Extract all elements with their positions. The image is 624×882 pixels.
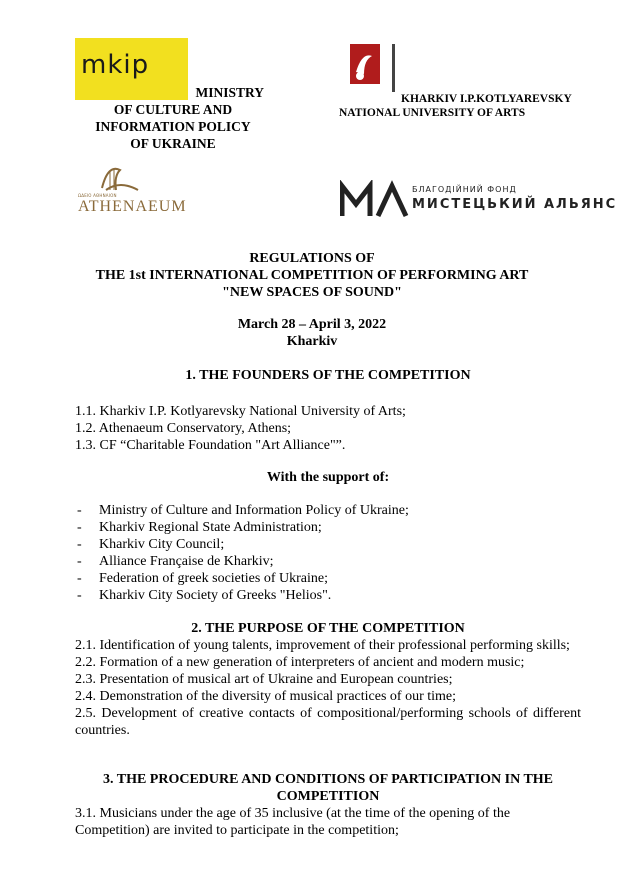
bullet-dash: - bbox=[77, 571, 82, 586]
founders-list bbox=[75, 403, 581, 454]
bullet-dash: - bbox=[77, 554, 82, 569]
ministry-line: MINISTRY bbox=[195, 85, 264, 100]
section-heading bbox=[75, 771, 581, 805]
athenaeum-subtitle: ΩΔΕΙΟ ΑΘΗΝΑΙΟΝ bbox=[78, 193, 117, 198]
support-heading: With the support of: bbox=[266, 470, 390, 485]
support-list bbox=[75, 502, 409, 604]
section-heading: 1. THE FOUNDERS OF THE COMPETITION bbox=[185, 368, 471, 383]
list-item: 1.2. Athenaeum Conservatory, Athens; bbox=[75, 421, 292, 436]
list-item: 1.3. CF “Charitable Foundation "Art Alliance"”. bbox=[75, 438, 346, 453]
ministry-line: OF UKRAINE bbox=[130, 136, 216, 151]
university-line: KHARKIV I.P.KOTLYAREVSKY bbox=[401, 93, 572, 105]
list-item-text: Ministry of Culture and Information Policy of Ukraine; bbox=[99, 503, 409, 518]
list-item bbox=[75, 519, 409, 536]
bullet-dash: - bbox=[77, 503, 82, 518]
date-range: March 28 – April 3, 2022 bbox=[237, 317, 387, 332]
ministry-name bbox=[78, 84, 268, 152]
purpose-list bbox=[75, 637, 581, 739]
competition-dates bbox=[0, 316, 624, 350]
list-item: 1.1. Kharkiv I.P. Kotlyarevsky National University of Arts; bbox=[75, 404, 406, 419]
list-item: 3.1. Musicians under the age of 35 inclusive (at the time of the opening of the Competition) are invited to participate in the competition; bbox=[75, 806, 511, 838]
bullet-dash: - bbox=[77, 537, 82, 552]
title-line: "NEW SPACES OF SOUND" bbox=[222, 285, 402, 300]
art-alliance-name: МИСТЕЦЬКИЙ АЛЬЯНС bbox=[412, 197, 618, 212]
list-item bbox=[75, 553, 409, 570]
art-alliance-logo-icon bbox=[340, 180, 410, 220]
bullet-dash: - bbox=[77, 588, 82, 603]
list-item: 2.2. Formation of a new generation of interpreters of ancient and modern music; bbox=[75, 655, 525, 670]
list-item bbox=[75, 536, 409, 553]
list-item-text: Kharkiv City Council; bbox=[99, 537, 225, 552]
title-line: THE 1st INTERNATIONAL COMPETITION OF PERFORMING ART bbox=[95, 268, 529, 283]
list-item-text: Kharkiv City Society of Greeks "Helios". bbox=[99, 588, 332, 603]
list-item bbox=[75, 587, 409, 604]
document-title bbox=[0, 250, 624, 301]
participation-list bbox=[75, 805, 545, 839]
list-item: 2.5. Development of creative contacts of compositional/performing schools of different countries. bbox=[75, 706, 581, 738]
university-name bbox=[339, 92, 572, 120]
section-heading-line: 3. THE PROCEDURE AND CONDITIONS OF PARTICIPATION IN THE bbox=[102, 772, 554, 787]
ministry-line: INFORMATION POLICY bbox=[95, 119, 251, 134]
art-alliance-subtitle: БЛАГОДІЙНИЙ ФОНД bbox=[412, 185, 517, 194]
list-item: 2.3. Presentation of musical art of Ukraine and European countries; bbox=[75, 672, 453, 687]
section-heading-line: COMPETITION bbox=[276, 789, 380, 804]
list-item: 2.4. Demonstration of the diversity of musical practices of our time; bbox=[75, 689, 457, 704]
ministry-logo-text: mkip bbox=[81, 50, 150, 80]
university-line: NATIONAL UNIVERSITY OF ARTS bbox=[339, 107, 526, 119]
bullet-dash: - bbox=[77, 520, 82, 535]
list-item bbox=[75, 502, 409, 519]
list-item-text: Alliance Française de Kharkiv; bbox=[99, 554, 274, 569]
list-item-text: Federation of greek societies of Ukraine; bbox=[99, 571, 328, 586]
list-item: 2.1. Identification of young talents, improvement of their professional performing skills; bbox=[75, 638, 570, 653]
section-heading: 2. THE PURPOSE OF THE COMPETITION bbox=[191, 621, 465, 636]
list-item-text: Kharkiv Regional State Administration; bbox=[99, 520, 322, 535]
athenaeum-wordmark: ATHENAEUM bbox=[78, 198, 187, 215]
list-item bbox=[75, 570, 409, 587]
title-line: REGULATIONS OF bbox=[249, 251, 375, 266]
city: Kharkiv bbox=[286, 334, 338, 349]
ministry-line: OF CULTURE AND bbox=[113, 102, 233, 117]
